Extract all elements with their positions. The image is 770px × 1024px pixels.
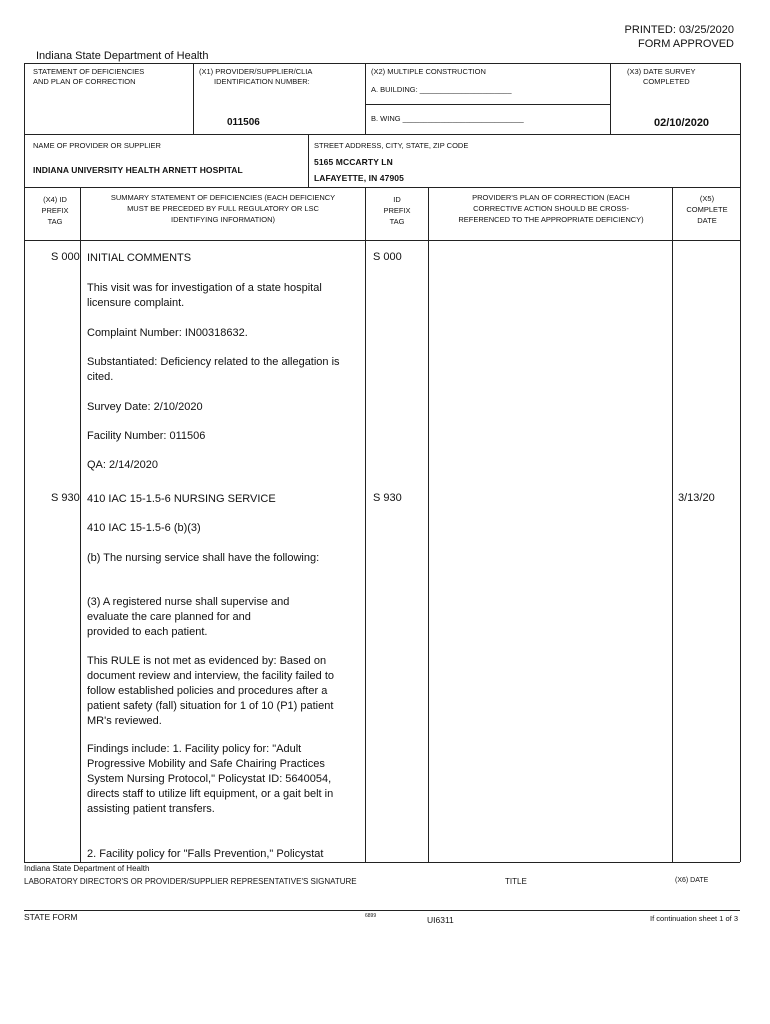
id-s930: S 930 <box>373 492 402 504</box>
rule-top <box>24 63 740 64</box>
rule-x2-split <box>365 104 610 105</box>
x6-date-label: (X6) DATE <box>675 877 709 884</box>
col-header-plan: PROVIDER'S PLAN OF CORRECTION (EACH CORRECTIVE ACTION SHOULD BE CROSS-REFERENCED TO THE APPROPRIATE DEFICIENCY) <box>458 193 644 224</box>
survey-date: 02/10/2020 <box>654 117 710 129</box>
printed-date: PRINTED: 03/25/2020 <box>624 24 734 36</box>
rule-provider-bottom <box>24 187 740 188</box>
para-nursing-3: (3) A registered nurse shall supervise and evaluate the care planned for and provided to each patient. <box>87 596 290 638</box>
form-approved: FORM APPROVED <box>638 38 734 50</box>
tag-s930: S 930 <box>51 492 80 504</box>
rule-x3-left <box>610 63 611 134</box>
col-header-summary: SUMMARY STATEMENT OF DEFICIENCIES (EACH DEFICIENCY MUST BE PRECEDED BY FULL REGULATORY OR LSC IDENTIFYING INFORMATION) <box>110 193 336 224</box>
x3-label-2: COMPLETED <box>643 77 690 86</box>
para-findings: Findings include: 1. Facility policy for: "Adult Progressive Mobility and Safe Chairing Practices System Nursing Protocol," Policystat ID: 5640054, directs staff to utilize lift equipment, or a gait belt in assisting patient transfers. <box>87 743 334 815</box>
statement-label-1: STATEMENT OF DEFICIENCIES <box>33 67 145 76</box>
col-header-x4: (X4) ID PREFIX TAG <box>41 195 69 226</box>
form-id: UI6311 <box>427 915 454 925</box>
initial-comments-title: INITIAL COMMENTS <box>87 252 192 264</box>
state-form-label: STATE FORM <box>24 912 78 922</box>
rule-column-header-bottom <box>24 240 740 241</box>
rule-header-bottom <box>24 134 740 135</box>
footer-agency: Indiana State Department of Health <box>24 864 150 873</box>
address-line-1: 5165 MCCARTY LN <box>314 157 393 167</box>
provider-name: INDIANA UNIVERSITY HEALTH ARNETT HOSPITAL <box>33 165 243 175</box>
x2-label: (X2) MULTIPLE CONSTRUCTION <box>371 67 486 76</box>
rule-col-id <box>428 187 429 862</box>
rule-body-bottom <box>24 862 740 863</box>
nursing-service-title: 410 IAC 15-1.5-6 NURSING SERVICE <box>87 493 276 505</box>
col-header-x5: (X5) COMPLETE DATE <box>686 194 728 225</box>
para-falls-policy: 2. Facility policy for "Falls Prevention," Policystat <box>87 848 324 860</box>
signature-label: LABORATORY DIRECTOR'S OR PROVIDER/SUPPLIER REPRESENTATIVE'S SIGNATURE <box>24 877 357 886</box>
para-survey-date: Survey Date: 2/10/2020 <box>87 401 203 413</box>
address-line-2: LAFAYETTE, IN 47905 <box>314 173 404 183</box>
rule-footer <box>24 910 740 911</box>
building-label: A. BUILDING: ______________________ <box>371 85 512 94</box>
border-left <box>24 63 25 862</box>
address-label: STREET ADDRESS, CITY, STATE, ZIP CODE <box>314 141 469 150</box>
x1-label-2: IDENTIFICATION NUMBER: <box>214 77 310 86</box>
tag-s000: S 000 <box>51 251 80 263</box>
para-rule-not-met: This RULE is not met as evidenced by: Based on document review and interview, the facility failed to follow established policies and procedures after a patient safety (fall) situation for 1 of 10 (P1) patient MR's reviewed. <box>87 655 335 727</box>
statement-label-2: AND PLAN OF CORRECTION <box>33 77 136 86</box>
form-code: 6899 <box>365 913 377 919</box>
provider-label: NAME OF PROVIDER OR SUPPLIER <box>33 141 161 150</box>
para-nursing-b: (b) The nursing service shall have the following: <box>87 552 320 564</box>
provider-id: 011506 <box>227 117 260 128</box>
border-right <box>740 63 741 862</box>
x1-label-1: (X1) PROVIDER/SUPPLIER/CLIA <box>199 67 313 76</box>
wing-label: B. WING _____________________________ <box>371 114 524 123</box>
rule-address-left <box>308 134 309 187</box>
id-s000: S 000 <box>373 251 402 263</box>
para-visit: This visit was for investigation of a state hospital licensure complaint. <box>87 282 322 309</box>
complete-date-s930: 3/13/20 <box>678 492 715 504</box>
col-header-id: ID PREFIX TAG <box>383 195 411 226</box>
continuation-sheet: If continuation sheet 1 of 3 <box>650 914 738 923</box>
agency-name: Indiana State Department of Health <box>36 50 209 62</box>
rule-col-x4 <box>80 187 81 862</box>
para-complaint: Complaint Number: IN00318632. <box>87 327 248 339</box>
para-substantiated: Substantiated: Deficiency related to the allegation is cited. <box>87 356 340 383</box>
x3-label-1: (X3) DATE SURVEY <box>627 67 696 76</box>
rule-x1-left <box>193 63 194 134</box>
rule-x2-left <box>365 63 366 134</box>
rule-col-plan <box>672 187 673 862</box>
para-qa: QA: 2/14/2020 <box>87 459 158 471</box>
para-facility-number: Facility Number: 011506 <box>87 430 206 442</box>
para-rule-ref: 410 IAC 15-1.5-6 (b)(3) <box>87 522 201 534</box>
title-label: TITLE <box>505 877 527 886</box>
